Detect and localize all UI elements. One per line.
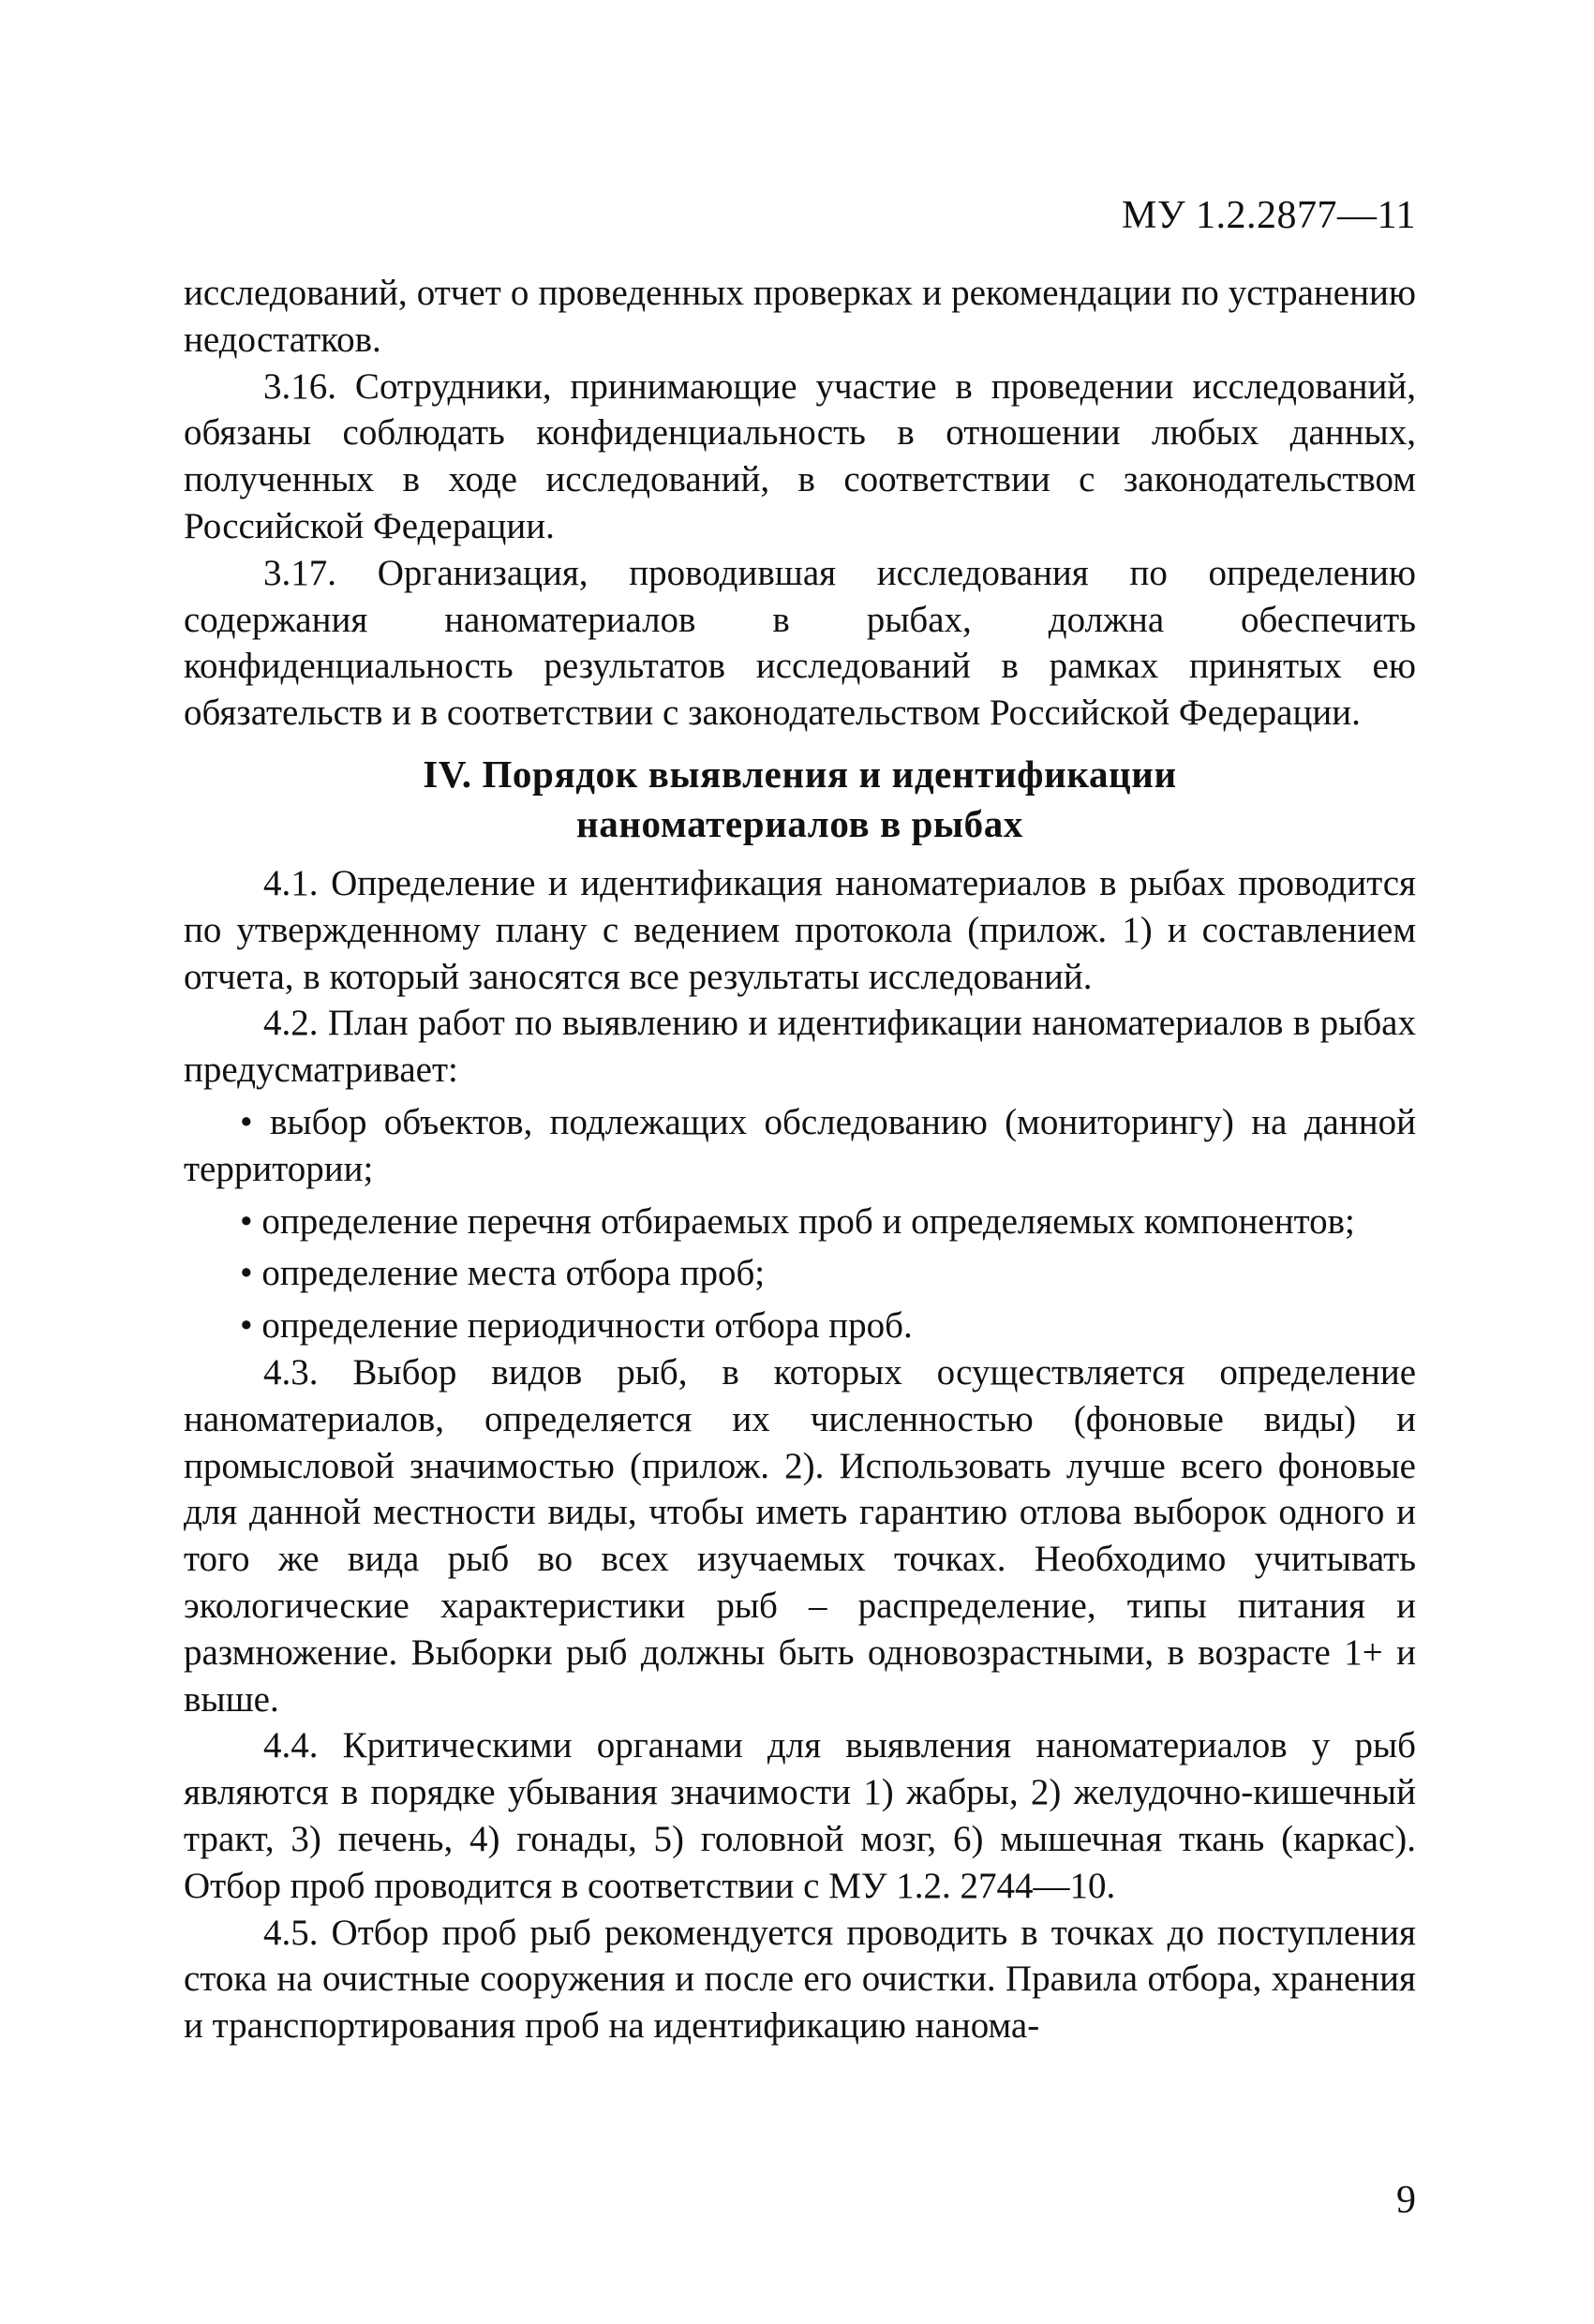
text-block-section-4 (184, 860, 1416, 2049)
section-heading (184, 750, 1416, 849)
text-block-section-3 (184, 270, 1416, 737)
paragraph-4-1: 4.1. Определение и идентификация наноматериалов в рыбах проводится по утвержденному плану с ведением протокола (прилож. 1) и составлением отчета, в который заносятся все результаты исследований. (184, 863, 1416, 997)
section-heading-line-1: IV. Порядок выявления и идентификации (423, 752, 1177, 796)
paragraph-continuation: исследований, отчет о проведенных проверках и рекомендации по устранению недостатков. (184, 273, 1416, 360)
page-number: 9 (1396, 2179, 1416, 2222)
document-code: МУ 1.2.2877—11 (1121, 194, 1416, 237)
section-heading-line-2: наноматериалов в рыбах (576, 802, 1023, 845)
paragraph-4-4: 4.4. Критическими органами для выявления наноматериалов у рыб являются в порядке убывания значимости 1) жабры, 2) желудочно-кишечный тракт, 3) печень, 4) гонады, 5) головной мозг, 6) мышечная ткань (каркас). Отбор проб проводится в соответствии с МУ 1.2. 2744—10. (184, 1725, 1416, 1906)
paragraph-3-17: 3.17. Организация, проводившая исследования по определению содержания наноматериалов в рыбах, должна обеспечить конфиденциальность результатов исследований в рамках принятых ею обязательств и в соответствии с законодательством Российской Федерации. (184, 552, 1416, 734)
bullet-item: • определение перечня отбираемых проб и определяемых компонентов; (240, 1200, 1355, 1242)
paragraph-3-16: 3.16. Сотрудники, принимающие участие в проведении исследований, обязаны соблюдать конфиденциальность в отношении любых данных, полученных в ходе исследований, в соответствии с законодательством Российской Федерации. (184, 365, 1416, 546)
bullet-item: • выбор объектов, подлежащих обследованию (мониторингу) на данной территории; (184, 1101, 1416, 1189)
paragraph-4-3: 4.3. Выбор видов рыб, в которых осуществляется определение наноматериалов, определяется их численностью (фоновые виды) и промысловой значимостью (прилож. 2). Использовать лучше всего фоновые для данной местности виды, чтобы иметь гарантию отлова выборок одного и того же вида рыб во всех изучаемых точках. Необходимо учитывать экологические характеристики рыб – распределение, типы питания и размножение. Выборки рыб должны быть одновозрастными, в возрасте 1+ и выше. (184, 1351, 1416, 1720)
paragraph-4-5: 4.5. Отбор проб рыб рекомендуется проводить в точках до поступления стока на очистные сооружения и после его очистки. Правила отбора, хранения и транспортирования проб на идентификацию нанома- (184, 1912, 1416, 2047)
bullet-item: • определение периодичности отбора проб. (240, 1305, 913, 1347)
paragraph-4-2: 4.2. План работ по выявлению и идентификации наноматериалов в рыбах предусматривает: (184, 1003, 1416, 1091)
bullet-item: • определение места отбора проб; (240, 1253, 766, 1294)
